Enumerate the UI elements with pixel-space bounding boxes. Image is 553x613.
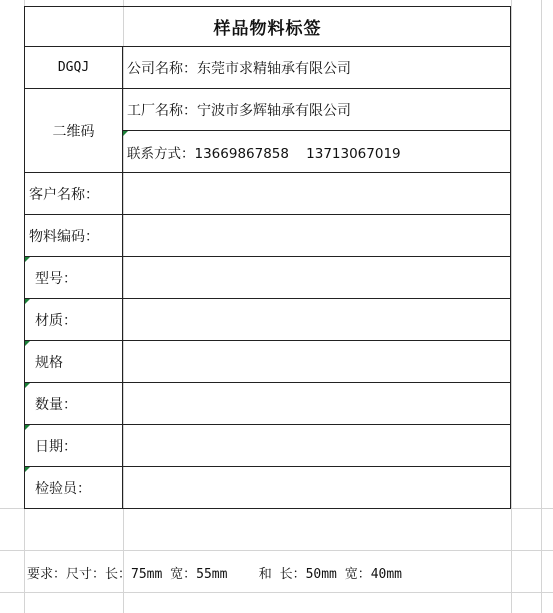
customer-name-value-cell[interactable] — [123, 173, 511, 215]
date-value-cell[interactable] — [123, 425, 511, 467]
contact-text: 联系方式：13669867858 13713067019 — [127, 145, 401, 162]
material-label: 材质： — [35, 312, 77, 329]
inspector-value-cell[interactable] — [123, 467, 511, 509]
material-label-cell[interactable] — [24, 299, 123, 341]
customer-name-label-cell[interactable] — [24, 173, 123, 215]
comment-marker-icon — [25, 425, 30, 430]
comment-marker-icon — [25, 299, 30, 304]
company-name-cell[interactable]: 公司名称：东莞市求精轴承有限公司 — [123, 47, 511, 89]
factory-name-cell[interactable]: 工厂名称：宁波市多辉轴承有限公司 — [123, 89, 511, 131]
comment-marker-icon — [25, 257, 30, 262]
grid-row-line — [0, 592, 553, 593]
comment-marker-icon — [25, 383, 30, 388]
material-code-label-cell[interactable] — [24, 215, 123, 257]
contact-cell[interactable] — [123, 131, 511, 173]
label-title[interactable]: 样品物料标签 — [24, 6, 511, 47]
customer-name-label: 客户名称： — [29, 186, 99, 203]
material-value-cell[interactable] — [123, 299, 511, 341]
grid-column-line — [541, 0, 542, 613]
qr-code-cell[interactable]: 二维码 — [24, 89, 123, 173]
quantity-label-cell[interactable] — [24, 383, 123, 425]
specification-label: 规格 — [35, 354, 63, 371]
specification-label-cell[interactable] — [24, 341, 123, 383]
inspector-label-cell[interactable] — [24, 467, 123, 509]
material-code-value-cell[interactable] — [123, 215, 511, 257]
model-value-cell[interactable] — [123, 257, 511, 299]
model-label: 型号： — [35, 270, 77, 287]
quantity-value-cell[interactable] — [123, 383, 511, 425]
inspector-label: 检验员： — [35, 480, 91, 497]
grid-row-line — [0, 550, 553, 551]
date-label-cell[interactable] — [24, 425, 123, 467]
date-label: 日期： — [35, 438, 77, 455]
material-code-label: 物料编码： — [29, 228, 99, 245]
size-requirement-note[interactable]: 要求：尺寸：长：75mm 宽：55mm 和 长：50mm 宽：40mm — [27, 567, 403, 582]
code-cell[interactable]: DGQJ — [24, 47, 123, 89]
comment-marker-icon — [123, 131, 128, 136]
grid-column-line — [511, 0, 512, 613]
quantity-label: 数量： — [35, 396, 77, 413]
model-label-cell[interactable] — [24, 257, 123, 299]
comment-marker-icon — [25, 341, 30, 346]
specification-value-cell[interactable] — [123, 341, 511, 383]
comment-marker-icon — [25, 467, 30, 472]
